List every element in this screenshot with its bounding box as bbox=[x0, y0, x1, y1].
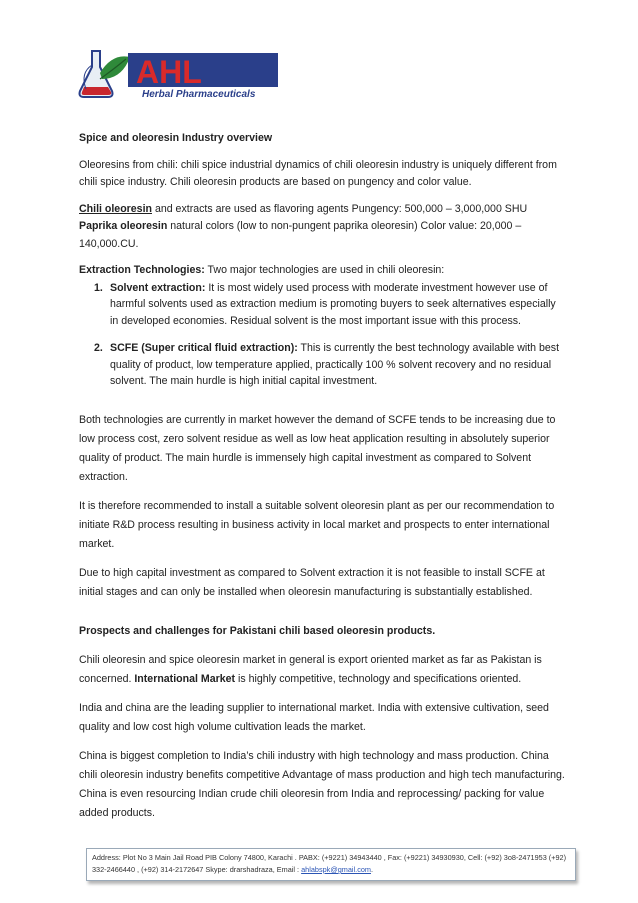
footer-address: Address: Plot No 3 Main Jail Road PIB Colony 74800, Karachi . PABX: (+9221) 34943440 , Fax: (+9221) 34930930, Cell: (+92) 3o8-2471953 (+92) 332-2466440 , (+92) 314-2172647 Skype: drarshadraza, Email : bbox=[92, 853, 567, 874]
paragraph: India and china are the leading supplier to international market. India with extensive cultivation, seed quality and low cost high volume cultivation leads the market. bbox=[79, 701, 549, 733]
prospects-heading: Prospects and challenges for Pakistani chili based oleoresin products. bbox=[79, 625, 436, 638]
paragraph: Both technologies are currently in market however the demand of SCFE tends to be increasing due to low process cost, zero solvent residue as well as low heat application resulting in absolutely superior quality of product. The main hurdle is immensely high capital investment as compared to Solvent extraction. bbox=[79, 414, 556, 484]
list-item: 1. Solvent extraction: It is most widely used process with moderate investment however use of harmful solvents used as extraction medium is promoting buyers to seek alternatives especially in developed economies. Residual solvent is the most important issue with this process. bbox=[94, 281, 556, 328]
chili-oleoresin-line: Chili oleoresin and extracts are used as flavoring agents Pungency: 500,000 – 3,000,000 SHU bbox=[79, 202, 528, 215]
list-item: 2. SCFE (Super critical fluid extraction): This is currently the best technology available with best quality of product, low temperature applied, practically 100 % solvent recovery and no residual solvent. The main hurdle is high initial capital investment. bbox=[94, 341, 560, 388]
footer-address-box: Address: Plot No 3 Main Jail Road PIB Colony 74800, Karachi . PABX: (+9221) 34943440 , Fax: (+9221) 34930930, Cell: (+92) 3o8-2471953 (+92) 332-2466440 , (+92) 314-2172647 Skype: drarshadraza, Email : ahlabspk@gmail.com. bbox=[86, 848, 576, 881]
extraction-list bbox=[79, 280, 565, 391]
chili-oleoresin-term: Chili oleoresin bbox=[79, 202, 152, 215]
brand-name: AHL bbox=[136, 54, 202, 90]
paragraph: Chili oleoresin and spice oleoresin market in general is export oriented market as far as Pakistan is concerned. International Market is highly competitive, technology and specifications oriented. bbox=[79, 653, 542, 685]
paragraph: Due to high capital investment as compared to Solvent extraction it is not feasible to install SCFE at initial stages and can only be installed when oleoresin manufacturing is substantially established. bbox=[79, 567, 545, 599]
logo-graphic bbox=[78, 45, 278, 105]
paprika-oleoresin-line: Paprika oleoresin natural colors (low to non-pungent paprika oleoresin) Color value: 20,000 – 140,000.CU. bbox=[79, 220, 522, 250]
paprika-oleoresin-term: Paprika oleoresin bbox=[79, 220, 168, 232]
extraction-intro: Extraction Technologies: Two major technologies are used in chili oleoresin: bbox=[79, 264, 445, 276]
paragraph: It is therefore recommended to install a suitable solvent oleoresin plant as per our recommendation to initiate R&D process resulting in business activity in local market and prospects to enter international market. bbox=[79, 500, 555, 551]
company-logo bbox=[78, 45, 278, 105]
paragraph: China is biggest completion to India’s chili industry with high technology and mass production. China chili oleoresin industry benefits competitive Advantage of mass production and high tech manufacturing. China is even resourcing Indian crude chili oleoresin from India and reprocessing/ packing for value added products. bbox=[79, 749, 565, 819]
footer-email-link[interactable]: ahlabspk@gmail.com bbox=[301, 865, 371, 874]
section-title: Spice and oleoresin Industry overview bbox=[79, 132, 273, 144]
brand-subtitle: Herbal Pharmaceuticals bbox=[142, 89, 256, 100]
document-body bbox=[79, 130, 565, 823]
intro-paragraph: Oleoresins from chili: chili spice industrial dynamics of chili oleoresin industry is uniquely different from chili spice industry. Chili oleoresin products are based on pungency and color value. bbox=[79, 158, 557, 188]
flask-leaf-icon bbox=[80, 51, 131, 97]
